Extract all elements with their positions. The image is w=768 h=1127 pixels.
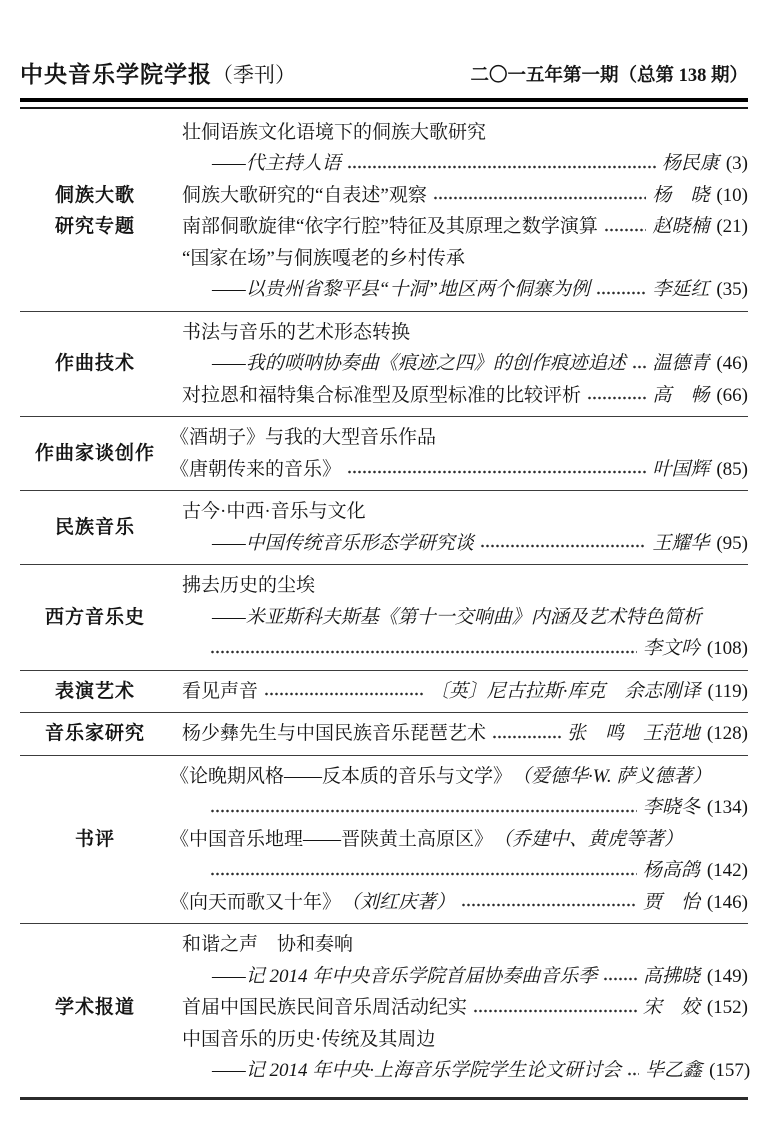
- entry-page-number: (149): [706, 965, 748, 987]
- entry-title: 书法与音乐的艺术形态转换: [182, 321, 411, 343]
- section-label-text: 西方音乐史: [44, 606, 145, 628]
- issue-info: 二〇一五年第一期（总第 138 期）: [470, 66, 748, 86]
- section-label: [20, 317, 170, 412]
- toc-section: [20, 756, 748, 925]
- dot-leader: [603, 976, 637, 982]
- entry-title: 侗族大歌研究的“自表述”观察: [182, 184, 427, 206]
- entry-title-annotation: （刘红庆著）: [341, 891, 456, 913]
- entry-author: 〔英〕尼古拉斯·库克 余志刚译: [429, 680, 701, 702]
- toc-line: [170, 887, 748, 919]
- section-content: [170, 676, 748, 708]
- dot-leader: [492, 734, 561, 740]
- journal-title: [20, 56, 296, 89]
- toc-section: [20, 565, 748, 671]
- toc-line: [182, 602, 748, 634]
- dot-leader: [210, 649, 637, 655]
- toc-line: [182, 243, 748, 275]
- entry-title: ——代主持人语: [212, 153, 341, 174]
- toc-line: [182, 496, 748, 528]
- toc-section: [20, 417, 748, 491]
- section-label-text: 研究专题: [54, 216, 135, 237]
- entry-page-number: (146): [706, 891, 748, 913]
- toc-line: [182, 855, 748, 887]
- entry-author: 宋 姣: [642, 997, 700, 1018]
- dot-leader: [596, 290, 646, 296]
- section-label-text: 作曲家谈创作: [34, 442, 155, 464]
- entry-title: 看见声音: [182, 680, 259, 702]
- entry-title: “国家在场”与侗族嘎老的乡村传承: [182, 247, 465, 269]
- entry-author: 杨民康: [661, 153, 719, 174]
- entry-title: ——中国传统音乐形态学研究谈: [212, 532, 474, 554]
- entry-page-number: (142): [706, 860, 748, 881]
- toc-line: [182, 380, 748, 412]
- entry-title: 中国音乐的历史·传统及其周边: [182, 1028, 436, 1050]
- entry-title: ——记 2014 年中央·上海音乐学院学生论文研讨会: [212, 1060, 622, 1081]
- dot-leader: [587, 395, 646, 401]
- section-label: [20, 496, 170, 559]
- dot-leader: [627, 1071, 639, 1077]
- header-rule-thick: [20, 98, 748, 102]
- dot-leader: [480, 543, 647, 549]
- section-label: [20, 676, 170, 708]
- toc-line: [182, 676, 748, 708]
- toc-line: [182, 180, 748, 212]
- entry-title: 《中国音乐地理——晋陕黄土高原区》: [170, 828, 494, 850]
- entry-page-number: (134): [706, 797, 748, 818]
- entry-page-number: (66): [716, 384, 748, 406]
- entry-page-number: (119): [707, 680, 748, 702]
- entry-title: 《酒胡子》与我的大型音乐作品: [170, 427, 437, 448]
- entry-author: 王耀华: [652, 532, 710, 554]
- toc-section: [20, 671, 748, 714]
- entry-title-annotation: （爱德华·W. 萨义德著）: [512, 765, 712, 787]
- dot-leader: [347, 469, 646, 475]
- toc-line: [182, 117, 748, 149]
- toc-line: [170, 761, 748, 793]
- entry-author: 毕乙鑫: [645, 1060, 703, 1081]
- toc-line: [182, 929, 748, 961]
- section-content: [170, 317, 748, 412]
- entry-page-number: (157): [709, 1060, 751, 1081]
- section-content: [170, 929, 751, 1087]
- entry-author: 杨高鸽: [642, 860, 700, 881]
- toc-line: [170, 824, 748, 856]
- toc-line: [182, 1055, 751, 1087]
- section-label: [20, 929, 170, 1087]
- entry-title: 《论晚期风格——反本质的音乐与文学》: [170, 765, 513, 787]
- dot-leader: [264, 691, 424, 697]
- toc-section: [20, 112, 748, 312]
- entry-page-number: (21): [716, 216, 748, 237]
- entry-title: 《向天而歌又十年》: [170, 891, 342, 913]
- toc-line: [170, 454, 748, 486]
- header-rule-thin: [20, 107, 748, 109]
- toc-line: [182, 570, 748, 602]
- entry-page-number: (152): [706, 997, 748, 1018]
- entry-author: 贾 怡: [642, 891, 700, 913]
- toc-section: [20, 924, 751, 1092]
- footer-rule: [20, 1097, 748, 1100]
- dot-leader: [461, 902, 637, 908]
- entry-author: 李延红: [652, 279, 710, 300]
- toc-section: [20, 312, 748, 418]
- section-content: [170, 761, 748, 919]
- section-content: [170, 570, 748, 665]
- entry-page-number: (95): [716, 532, 748, 554]
- toc-line: [182, 961, 748, 993]
- dot-leader: [210, 808, 637, 814]
- section-label: [20, 761, 170, 919]
- entry-title: ——以贵州省黎平县“十洞”地区两个侗寨为例: [212, 279, 590, 300]
- entry-title: 南部侗歌旋律“依字行腔”特征及其原理之数学演算: [182, 216, 598, 237]
- toc-line: [182, 274, 748, 306]
- page-header: [10, 56, 758, 89]
- journal-type-label: （季刊）: [212, 63, 296, 87]
- entry-page-number: (35): [716, 279, 748, 300]
- toc-line: [182, 148, 748, 180]
- toc-line: [182, 718, 748, 750]
- toc-line: [182, 992, 748, 1024]
- entry-page-number: (85): [716, 458, 748, 480]
- entry-page-number: (128): [706, 723, 748, 744]
- toc-line: [182, 1024, 748, 1056]
- toc-line: [170, 422, 748, 454]
- section-content: [170, 117, 748, 306]
- toc-line: [182, 633, 748, 665]
- section-content: [170, 496, 748, 559]
- section-label: [20, 422, 170, 485]
- toc-line: [182, 317, 748, 349]
- entry-title: 拂去历史的尘埃: [182, 575, 316, 596]
- journal-title-text: 中央音乐学院学报: [20, 61, 212, 87]
- section-label-text: 民族音乐: [54, 516, 135, 538]
- entry-title: ——我的唢呐协奏曲《痕迹之四》的创作痕迹追述: [212, 353, 626, 374]
- section-content: [170, 422, 748, 485]
- section-label-text: 表演艺术: [54, 680, 135, 702]
- entry-page-number: (46): [716, 353, 748, 374]
- entry-page-number: (108): [706, 638, 748, 659]
- entry-author: 温德青: [652, 353, 710, 374]
- section-label-text: 学术报道: [54, 997, 135, 1018]
- entry-title: 杨少彝先生与中国民族音乐琵琶艺术: [182, 723, 487, 744]
- entry-author: 赵晓楠: [652, 216, 710, 237]
- toc-sections: [20, 112, 751, 1092]
- entry-author: 高 畅: [652, 384, 710, 406]
- dot-leader: [473, 1008, 637, 1014]
- entry-page-number: (10): [716, 184, 748, 206]
- entry-title: 对拉恩和福特集合标准型及原型标准的比较评析: [182, 384, 582, 406]
- toc-section: [20, 713, 748, 756]
- entry-author: 张 鸣 王范地: [566, 723, 700, 744]
- entry-author: 高拂晓: [642, 965, 700, 987]
- section-label-text: 作曲技术: [54, 353, 135, 374]
- entry-title: 古今·中西·音乐与文化: [182, 501, 366, 522]
- dot-leader: [210, 871, 637, 877]
- entry-title: 首届中国民族民间音乐周活动纪实: [182, 997, 468, 1018]
- section-label-text: 音乐家研究: [44, 723, 145, 744]
- entry-author: 杨 晓: [652, 184, 710, 206]
- section-label: [20, 718, 170, 750]
- dot-leader: [604, 227, 646, 233]
- toc-section: [20, 491, 748, 565]
- toc-line: [182, 528, 748, 560]
- toc-line: [182, 211, 748, 243]
- toc-line: [182, 792, 748, 824]
- dot-leader: [433, 195, 646, 201]
- entry-title: 和谐之声 协和奏响: [182, 934, 354, 955]
- section-content: [170, 718, 748, 750]
- section-label-text: 侗族大歌: [54, 184, 135, 206]
- entry-title: 壮侗语族文化语境下的侗族大歌研究: [182, 121, 487, 143]
- entry-title: 《唐朝传来的音乐》: [170, 458, 342, 480]
- entry-page-number: (3): [725, 153, 748, 174]
- entry-author: 李晓冬: [642, 797, 700, 818]
- toc-line: [182, 348, 748, 380]
- entry-title-annotation: （乔建中、黄虎等著）: [493, 828, 684, 850]
- entry-author: 叶国辉: [652, 458, 710, 480]
- entry-title: ——米亚斯科夫斯基《第十一交响曲》内涵及艺术特色简析: [212, 606, 702, 628]
- section-label: [20, 117, 170, 306]
- entry-title: ——记 2014 年中央音乐学院首届协奏曲音乐季: [212, 965, 598, 987]
- dot-leader: [632, 364, 647, 370]
- section-label: [20, 570, 170, 665]
- dot-leader: [347, 164, 656, 170]
- section-label-text: 书评: [74, 828, 115, 850]
- entry-author: 李文吟: [642, 638, 700, 659]
